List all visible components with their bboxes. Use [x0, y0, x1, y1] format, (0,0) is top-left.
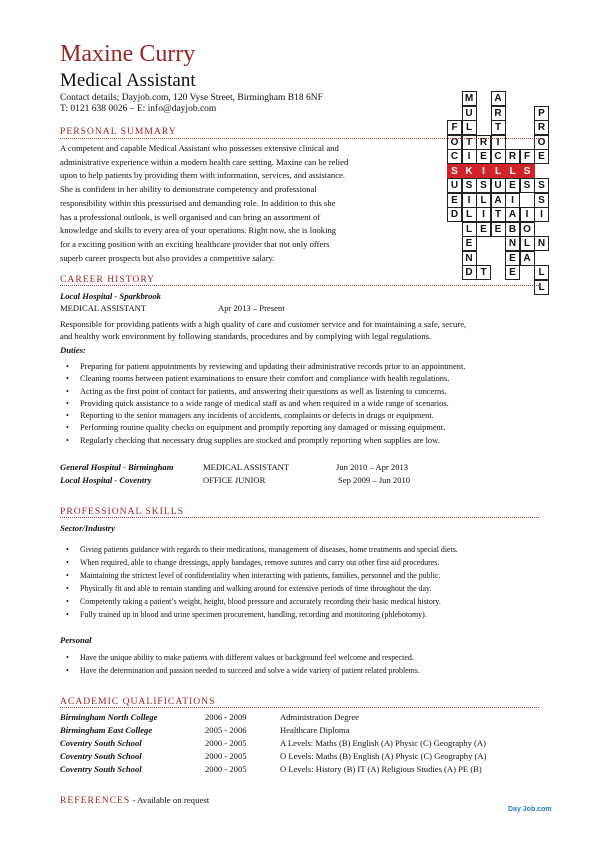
crossword-cell: P — [534, 106, 549, 121]
crossword-cell: M — [462, 91, 477, 106]
skills-heading: PROFESSIONAL SKILLS — [60, 506, 184, 517]
job-history-row: General Hospital - Birmingham MEDICAL ASSISTANT Jun 2010 – Apr 2013 — [60, 462, 409, 472]
section-divider — [60, 138, 539, 139]
duties-label: Duties: — [60, 345, 86, 355]
qualification-row: Coventry South School 2000 - 2005 O Levels: Maths (B) English (A) Physic (C) Geography (A) — [60, 751, 487, 761]
crossword-cell: R — [505, 149, 520, 164]
duties-list — [60, 361, 545, 447]
list-item: • Physically fit and able to remain standing and walking around for extensive periods of time throughout the day. — [60, 582, 545, 595]
sector-skills-list — [60, 543, 545, 622]
contact-phone-email: T: 0121 638 0026 – E: info@dayjob.com — [60, 104, 217, 114]
list-item: • Providing quick assistance to a wide range of medical staff as and when required in a wide range of scenarios. — [60, 398, 545, 410]
crossword-cell: N — [505, 236, 520, 251]
crossword-cell: I — [476, 207, 491, 222]
crossword-cell: K — [462, 164, 477, 179]
section-divider — [60, 285, 539, 286]
list-item: • Reporting to the senior managers any incidents of accidents, complaints or defects in drugs or equipment. — [60, 410, 545, 422]
job-history-row: Local Hospital - Coventry OFFICE JUNIOR Sep 2009 – Jun 2010 — [60, 475, 411, 485]
qualification-row: Coventry South School 2000 - 2005 A Levels: Maths (B) English (A) Physic (C) Geography (A) — [60, 738, 486, 748]
summary-text: A competent and capable Medical Assistant who possesses extensive clinical and administrative experience within a modern health care setting. Maxine can be relied upon to help patients by providing them with information, services, and assistance. She is confident in her ability to demonstrate competency and professional responsibility within this pressurised and demanding role. In addition to this she has a professional outlook, is well organised and can bring an assortment of knowledge and skills to every area of your operations. Right now, she is looking for a exciting position with an exciting healthcare provider that not only offers superb career prospects but also provides a competitive salary. — [60, 143, 349, 263]
crossword-cell: A — [491, 91, 506, 106]
qualification-row: Birmingham East College 2005 - 2006 Healthcare Diploma — [60, 725, 350, 735]
crossword-cell: O — [534, 135, 549, 150]
career-heading: CAREER HISTORY — [60, 274, 156, 285]
crossword-cell: L — [462, 120, 477, 135]
crossword-cell: O — [520, 222, 535, 237]
crossword-cell: I — [534, 207, 549, 222]
references-heading: REFERENCES — [60, 795, 131, 806]
skills-crossword-graphic — [447, 91, 546, 295]
crossword-cell: R — [491, 106, 506, 121]
crossword-cell: T — [462, 135, 477, 150]
crossword-cell: A — [491, 193, 506, 208]
crossword-cell: E — [476, 222, 491, 237]
crossword-cell: I — [462, 149, 477, 164]
job-dates: Apr 2013 – Present — [218, 303, 285, 313]
crossword-cell: E — [505, 265, 520, 280]
academic-heading: ACADEMIC QUALIFICATIONS — [60, 696, 216, 707]
sector-label: Sector/Industry — [60, 523, 115, 533]
references-text: - Available on request — [132, 795, 210, 805]
crossword-cell: D — [462, 265, 477, 280]
crossword-cell: E — [447, 193, 462, 208]
crossword-cell: U — [491, 178, 506, 193]
crossword-cell: O — [447, 135, 462, 150]
crossword-cell: C — [447, 149, 462, 164]
crossword-cell: F — [520, 149, 535, 164]
crossword-cell: C — [491, 149, 506, 164]
crossword-cell: L — [520, 236, 535, 251]
crossword-cell: E — [534, 149, 549, 164]
crossword-cell: N — [534, 236, 549, 251]
crossword-cell: S — [534, 193, 549, 208]
crossword-cell: L — [491, 164, 506, 179]
crossword-cell: I — [505, 193, 520, 208]
qualification-row: Coventry South School 2000 - 2005 O Levels: History (B) IT (A) Religious Studies (A) PE (B) — [60, 764, 482, 774]
crossword-cell: S — [534, 178, 549, 193]
crossword-cell: E — [491, 222, 506, 237]
list-item: • Preparing for patient appointments by reviewing and updating their administrative records prior to an appointment. — [60, 361, 545, 373]
employer-name: Local Hospital - Sparkbrook — [60, 291, 161, 301]
crossword-cell: I — [520, 207, 535, 222]
crossword-cell: D — [447, 207, 462, 222]
list-item: • Cleaning rooms between patient examinations to ensure their comfort and compliance with health regulations. — [60, 373, 545, 385]
crossword-cell: L — [534, 280, 549, 295]
job-title: Medical Assistant — [60, 70, 196, 91]
section-divider — [60, 517, 539, 518]
crossword-cell: N — [462, 251, 477, 266]
list-item: • Performing routine quality checks on equipment and promptly reporting any damaged or missing equipment. — [60, 422, 545, 434]
crossword-cell: E — [476, 149, 491, 164]
crossword-cell: R — [534, 120, 549, 135]
crossword-cell: S — [520, 164, 535, 179]
qualification-row: Birmingham North College 2006 - 2009 Administration Degree — [60, 712, 359, 722]
personal-label: Personal — [60, 635, 92, 645]
crossword-cell: F — [447, 120, 462, 135]
crossword-cell: T — [491, 120, 506, 135]
crossword-cell: L — [505, 164, 520, 179]
crossword-cell: T — [476, 265, 491, 280]
summary-heading: PERSONAL SUMMARY — [60, 126, 177, 137]
list-item: • Acting as the first point of contact for patients, and answering their questions as well as listening to concerns. — [60, 386, 545, 398]
list-item: • Fully trained up in blood and urine specimen procurement, handling, recording and monitoring (phlebotomy). — [60, 608, 545, 621]
crossword-cell: I — [491, 135, 506, 150]
crossword-cell: E — [505, 251, 520, 266]
crossword-cell: S — [447, 164, 462, 179]
crossword-cell: I — [476, 164, 491, 179]
crossword-cell: U — [462, 106, 477, 121]
references-line — [60, 795, 209, 806]
list-item: • Have the determination and passion needed to succeed and solve a wide variety of patient related problems. — [60, 664, 545, 677]
contact-address: Contact details; Dayjob.com, 120 Vyse Street, Birmingham B18 6NF — [60, 93, 323, 103]
crossword-cell: S — [462, 178, 477, 193]
crossword-cell: U — [447, 178, 462, 193]
list-item: • Maintaining the strictest level of confidentiality when interacting with patients, families, personnel and the public. — [60, 569, 545, 582]
crossword-cell: E — [505, 178, 520, 193]
crossword-cell: A — [520, 251, 535, 266]
crossword-cell: L — [462, 207, 477, 222]
crossword-cell: S — [520, 178, 535, 193]
list-item: • Competently taking a patient’s weight, height, blood pressure and accurately recording their basic medical history. — [60, 595, 545, 608]
job-role: MEDICAL ASSISTANT — [60, 303, 147, 313]
crossword-cell: R — [476, 135, 491, 150]
crossword-cell: B — [505, 222, 520, 237]
list-item: • Regularly checking that necessary drug supplies are stocked and promptly reporting when supplies are low. — [60, 435, 545, 447]
job-role-row — [60, 303, 540, 315]
job-description: Responsible for providing patients with a high quality of care and customer service and for maintaining a safe, secure, and healthy work environment by following standards, procedures and by complying with legal regulations. — [60, 319, 467, 342]
crossword-cell: I — [462, 193, 477, 208]
section-divider — [60, 707, 539, 708]
crossword-cell: E — [462, 236, 477, 251]
dayjob-logo: Day Job.com — [508, 806, 552, 813]
list-item: • Have the unique ability to make patients with different values or background feel welcome and respected. — [60, 651, 545, 664]
crossword-cell: L — [476, 193, 491, 208]
crossword-cell: T — [491, 207, 506, 222]
crossword-cell: A — [505, 207, 520, 222]
list-item: • Giving patients guidance with regards to their medications, management of diseases, home treatments and special diets. — [60, 543, 545, 556]
personal-skills-list — [60, 651, 545, 677]
crossword-cell: L — [534, 265, 549, 280]
crossword-cell: S — [476, 178, 491, 193]
crossword-cell: L — [462, 222, 477, 237]
candidate-name: Maxine Curry — [60, 41, 196, 67]
list-item: • When required, able to change dressings, apply bandages, remove sutures and carry out other first aid procedures. — [60, 556, 545, 569]
